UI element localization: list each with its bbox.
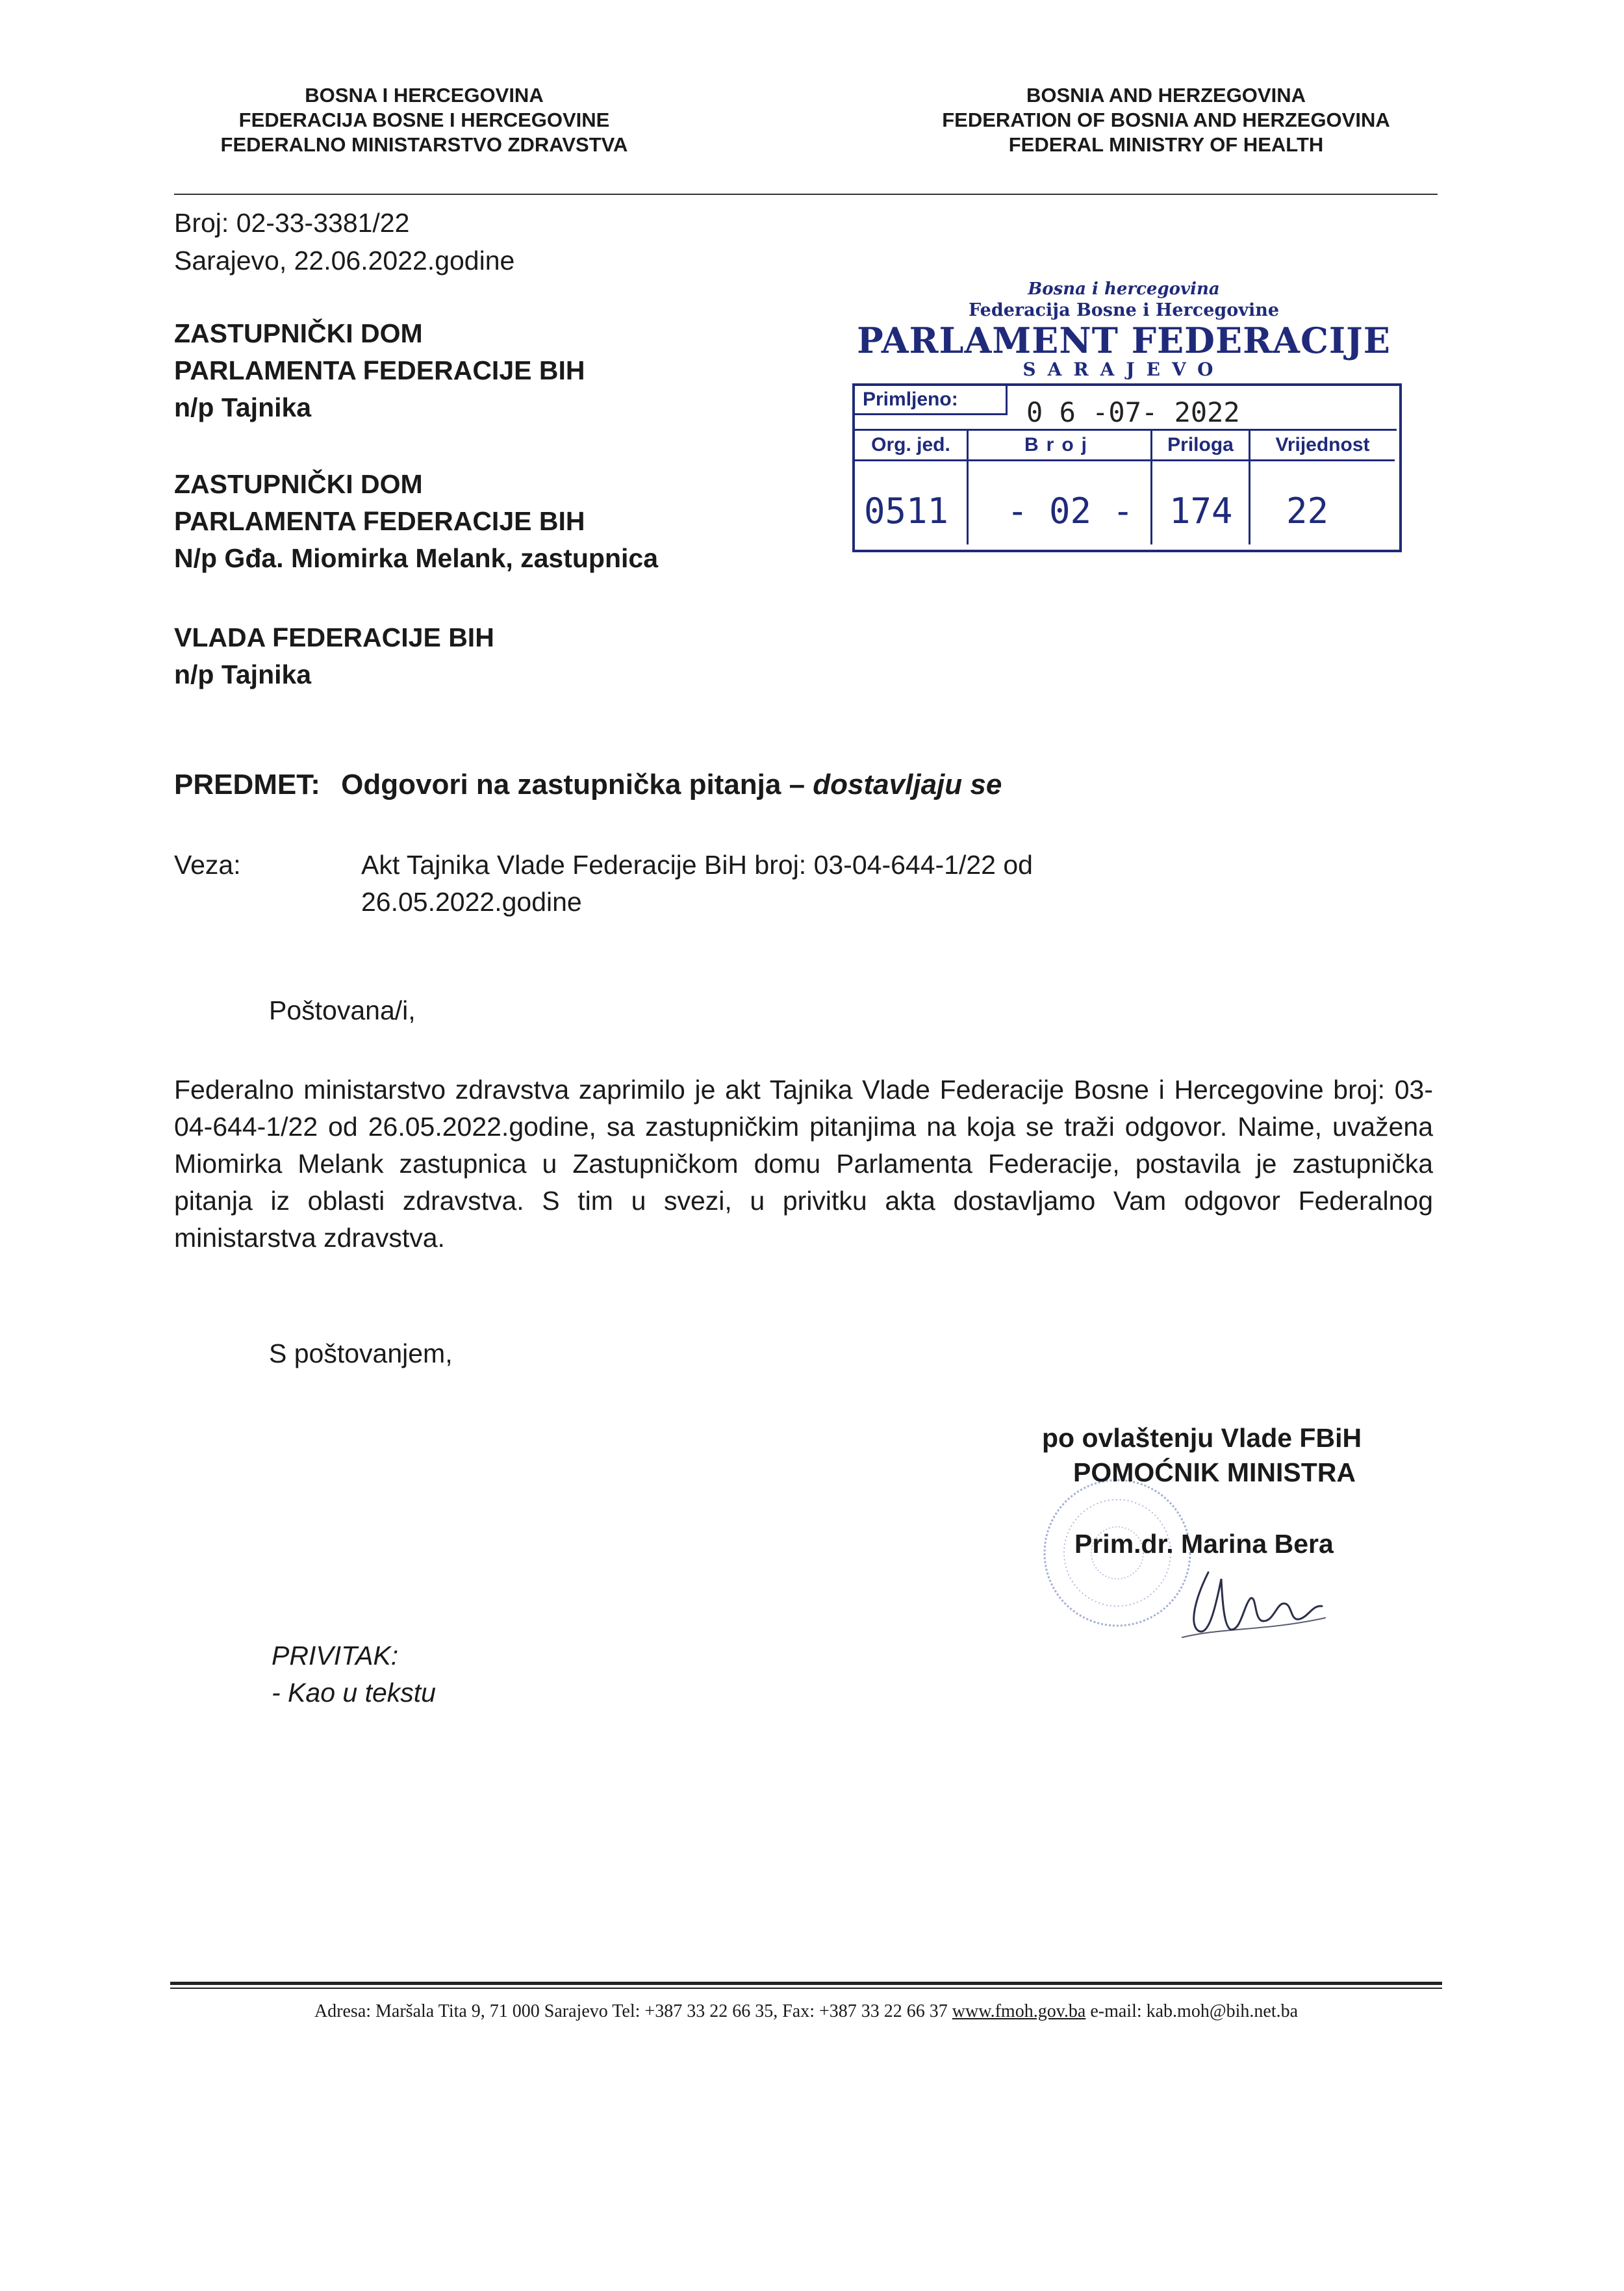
body-paragraph: Federalno ministarstvo zdravstva zaprimilo je akt Tajnika Vlade Federacije Bosne i Hercegovine broj: 03-04-644-1/22 od 26.05.2022.godine, sa zastupničkim pitanjima na koja se traži odgovor. Naime, uvažena Miomirka Melank zastupnica u Zastupničkom domu Parlamenta Federacije, postavila je zastupnička pitanja iz oblasti zdravstva. S tim u svezi, u privitku akta dostavljamo Vam odgovor Federalnog ministarstva zdravstva.: [174, 1075, 1433, 1253]
link-text: [361, 847, 1271, 921]
recipient-2: [174, 466, 658, 577]
letterhead-right: [896, 83, 1436, 157]
stamp-vdiv-1: [967, 461, 969, 544]
signature-title: POMOĆNIK MINISTRA: [1073, 1457, 1356, 1487]
stamp-val-broj: - 02 -: [1007, 491, 1134, 531]
letterhead-left-line-1: BOSNA I HERCEGOVINA: [305, 84, 544, 107]
reference-place-date: Sarajevo, 22.06.2022.godine: [174, 246, 515, 275]
letterhead-right-line-3: FEDERAL MINISTRY OF HEALTH: [1008, 133, 1324, 156]
stamp-val-org: 0511: [864, 491, 949, 531]
recipient-3-line-1: VLADA FEDERACIJE BIH: [174, 622, 494, 652]
reference-block: [174, 204, 514, 279]
recipient-3: [174, 619, 494, 693]
letterhead-right-line-2: FEDERATION OF BOSNIA AND HERZEGOVINA: [942, 109, 1390, 131]
recipient-1: [174, 315, 585, 426]
stamp-vdiv-3: [1249, 461, 1250, 544]
closing: S poštovanjem,: [269, 1338, 453, 1368]
letterhead-left: [174, 83, 674, 157]
attachment-block: [272, 1637, 436, 1711]
subject-label: PREDMET:: [174, 769, 320, 800]
recipient-3-line-2: n/p Tajnika: [174, 659, 312, 689]
footer-rule-thin: [170, 1988, 1442, 1989]
recipient-2-line-3: N/p Gđa. Miomirka Melank, zastupnica: [174, 543, 659, 573]
signature-scribble-icon: [1169, 1559, 1338, 1644]
stamp-received-date: 0 6 -07- 2022: [1026, 396, 1240, 428]
greeting: Poštovana/i,: [269, 995, 416, 1025]
attachment-item: - Kao u tekstu: [272, 1678, 436, 1708]
link-text-line-1: Akt Tajnika Vlade Federacije BiH broj: 03-04-644-1/22 od: [361, 850, 1033, 880]
letterhead-divider: [174, 194, 1438, 195]
recipient-1-line-1: ZASTUPNIČKI DOM: [174, 318, 423, 348]
footer-rule-thick: [170, 1982, 1442, 1985]
stamp-col-priloga: Priloga: [1152, 431, 1250, 461]
recipient-2-line-2: PARLAMENTA FEDERACIJE BIH: [174, 506, 585, 536]
stamp-col-org: Org. jed.: [855, 431, 969, 461]
letterhead-right-line-1: BOSNIA AND HERZEGOVINA: [1026, 84, 1306, 107]
footer-website-link[interactable]: www.fmoh.gov.ba: [952, 2001, 1086, 2021]
stamp-col-broj: Broj: [969, 431, 1152, 461]
stamp-val-priloga: 174: [1169, 491, 1233, 531]
recipient-1-line-2: PARLAMENTA FEDERACIJE BIH: [174, 355, 585, 385]
footer-address: Adresa: Maršala Tita 9, 71 000 Sarajevo Tel: +387 33 22 66 35, Fax: +387 33 22 66 37: [314, 2001, 952, 2021]
stamp-line-2: Federacija Bosne i Hercegovine: [968, 300, 1280, 320]
stamp-col-vrijednost: Vrijednost: [1250, 431, 1395, 461]
recipient-2-line-1: ZASTUPNIČKI DOM: [174, 469, 423, 499]
stamp-line-4: SARAJEVO: [1022, 359, 1225, 380]
footer-email: e-mail: kab.moh@bih.net.ba: [1085, 2001, 1299, 2021]
stamp-val-vrijednost: 22: [1286, 491, 1329, 531]
link-label: Veza:: [174, 850, 241, 880]
link-text-line-2: 26.05.2022.godine: [361, 887, 582, 917]
stamp-vdiv-2: [1150, 461, 1152, 544]
letterhead-left-line-3: FEDERALNO MINISTARSTVO ZDRAVSTVA: [220, 133, 628, 156]
stamp-line-1: Bosna i hercegovina: [1028, 279, 1220, 299]
letterhead-left-line-2: FEDERACIJA BOSNE I HERCEGOVINE: [238, 109, 610, 131]
reference-number: Broj: 02-33-3381/22: [174, 208, 410, 238]
attachment-label: PRIVITAK:: [272, 1641, 399, 1670]
handwritten-signature: [1169, 1559, 1338, 1644]
subject-line: [174, 769, 1002, 801]
stamp-line-3: PARLAMENT FEDERACIJE: [857, 320, 1391, 361]
parliament-stamp: [844, 273, 1403, 559]
subject-text-italic: dostavljaju se: [813, 769, 1002, 800]
subject-text: Odgovori na zastupnička pitanja –: [341, 769, 813, 800]
signature-authority: po ovlaštenju Vlade FBiH: [1042, 1423, 1362, 1453]
footer-contact: [170, 2001, 1442, 2022]
stamp-received-label: Primljeno:: [855, 386, 1008, 415]
recipient-1-line-3: n/p Tajnika: [174, 392, 312, 422]
signature-name: Prim.dr. Marina Bera: [1074, 1529, 1334, 1559]
